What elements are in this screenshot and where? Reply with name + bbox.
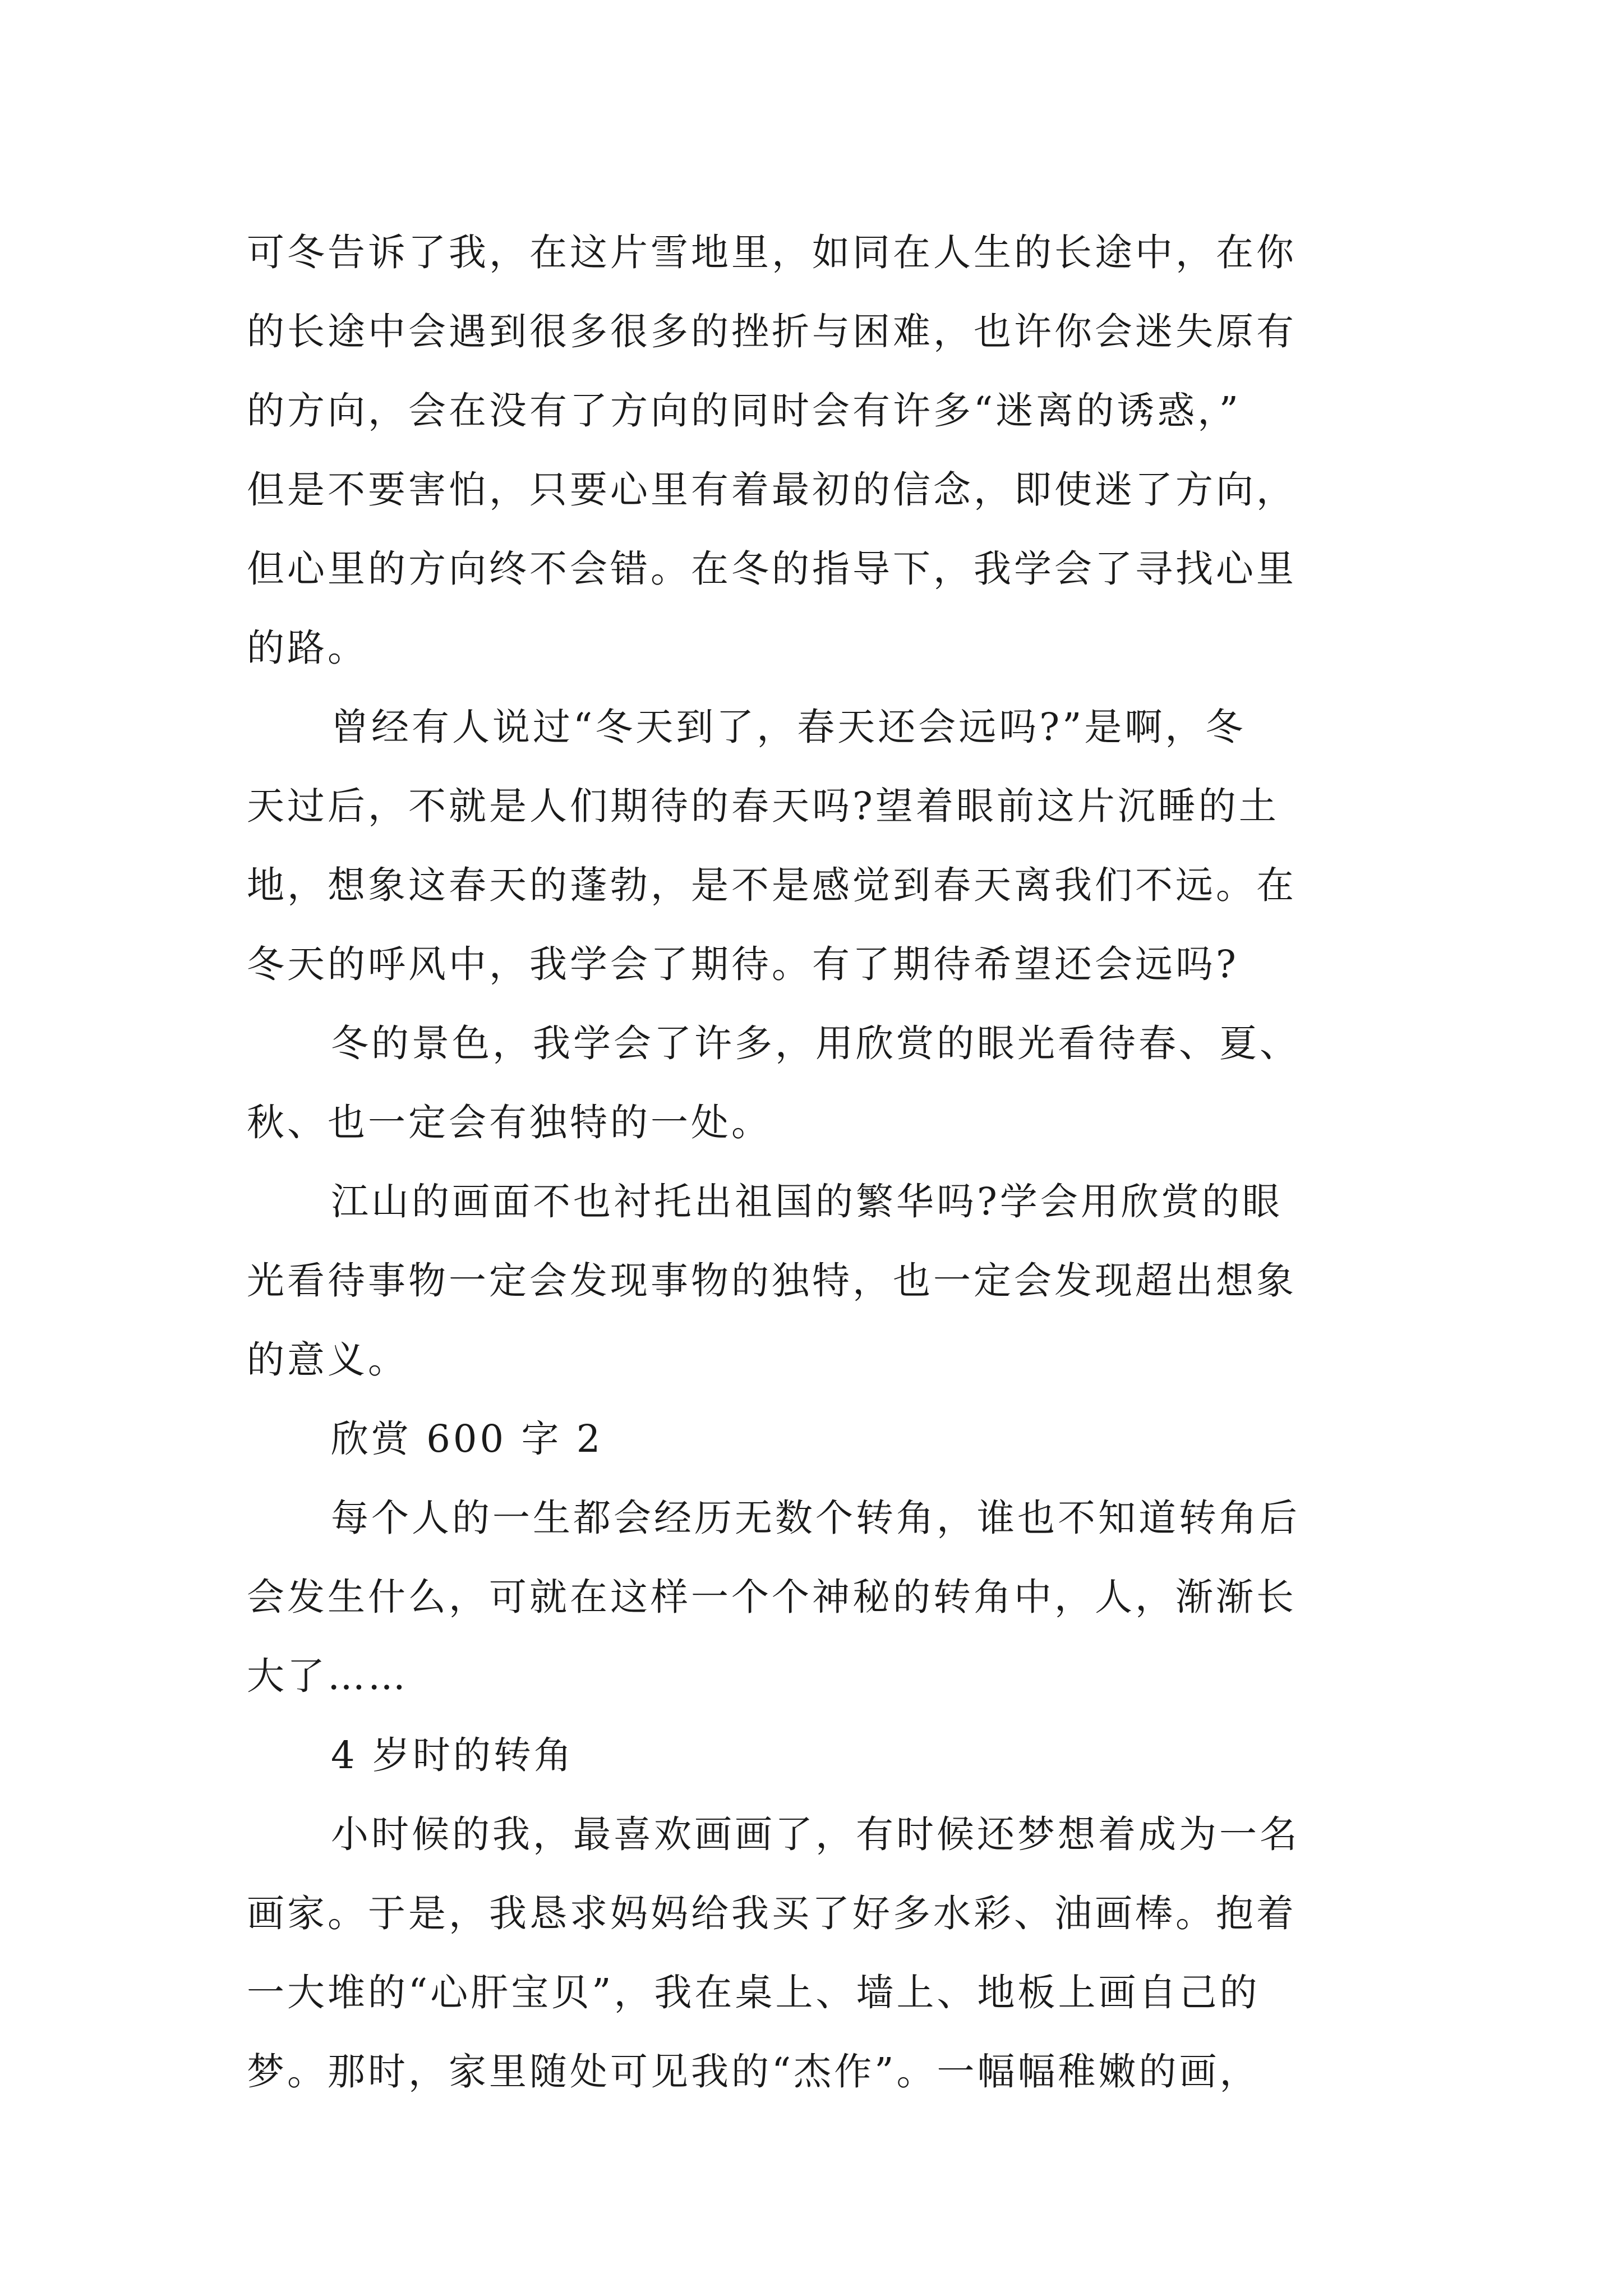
text-line: 4 岁时的转角	[331, 1733, 574, 1777]
text-line: 小时候的我，最喜欢画画了，有时候还梦想着成为一名	[331, 1812, 1300, 1856]
text-line: 曾经有人说过“冬天到了，春天还会远吗?”是啊，冬	[331, 705, 1246, 749]
text-line: 的长途中会遇到很多很多的挫折与困难，也许你会迷失原有	[247, 310, 1297, 353]
text-line: 秋、也一定会有独特的一处。	[247, 1101, 772, 1144]
text-line: 冬天的呼风中，我学会了期待。有了期待希望还会远吗?	[247, 942, 1239, 986]
text-line: 天过后，不就是人们期待的春天吗?望着眼前这片沉睡的土	[247, 784, 1279, 828]
text-line: 大了……	[247, 1654, 408, 1698]
text-line: 每个人的一生都会经历无数个转角，谁也不知道转角后	[331, 1496, 1300, 1540]
text-line: 地，想象这春天的蓬勃，是不是感觉到春天离我们不远。在	[247, 863, 1297, 907]
text-line: 的意义。	[247, 1338, 408, 1382]
text-line: 欣赏 600 字 2	[331, 1417, 603, 1461]
text-line: 会发生什么，可就在这样一个个神秘的转角中，人，渐渐长	[247, 1575, 1297, 1619]
text-line: 一大堆的“心肝宝贝”，我在桌上、墙上、地板上画自己的	[247, 1971, 1260, 2014]
text-line: 江山的画面不也衬托出祖国的繁华吗?学会用欣赏的眼	[331, 1180, 1283, 1223]
text-line: 冬的景色，我学会了许多，用欣赏的眼光看待春、夏、	[331, 1022, 1300, 1065]
text-line: 光看待事物一定会发现事物的独特，也一定会发现超出想象	[247, 1259, 1297, 1303]
text-line: 的方向，会在没有了方向的同时会有许多“迷离的诱惑，”	[247, 389, 1242, 432]
text-line: 可冬告诉了我，在这片雪地里，如同在人生的长途中，在你	[247, 231, 1297, 274]
text-line: 梦。那时，家里随处可见我的“杰作”。一幅幅稚嫩的画，	[247, 2050, 1260, 2093]
text-line: 但心里的方向终不会错。在冬的指导下，我学会了寻找心里	[247, 547, 1297, 591]
text-line: 但是不要害怕，只要心里有着最初的信念，即使迷了方向，	[247, 468, 1297, 512]
text-line: 画家。于是，我恳求妈妈给我买了好多水彩、油画棒。抱着	[247, 1892, 1297, 1935]
text-line: 的路。	[247, 626, 368, 670]
document-body	[247, 213, 1402, 2111]
